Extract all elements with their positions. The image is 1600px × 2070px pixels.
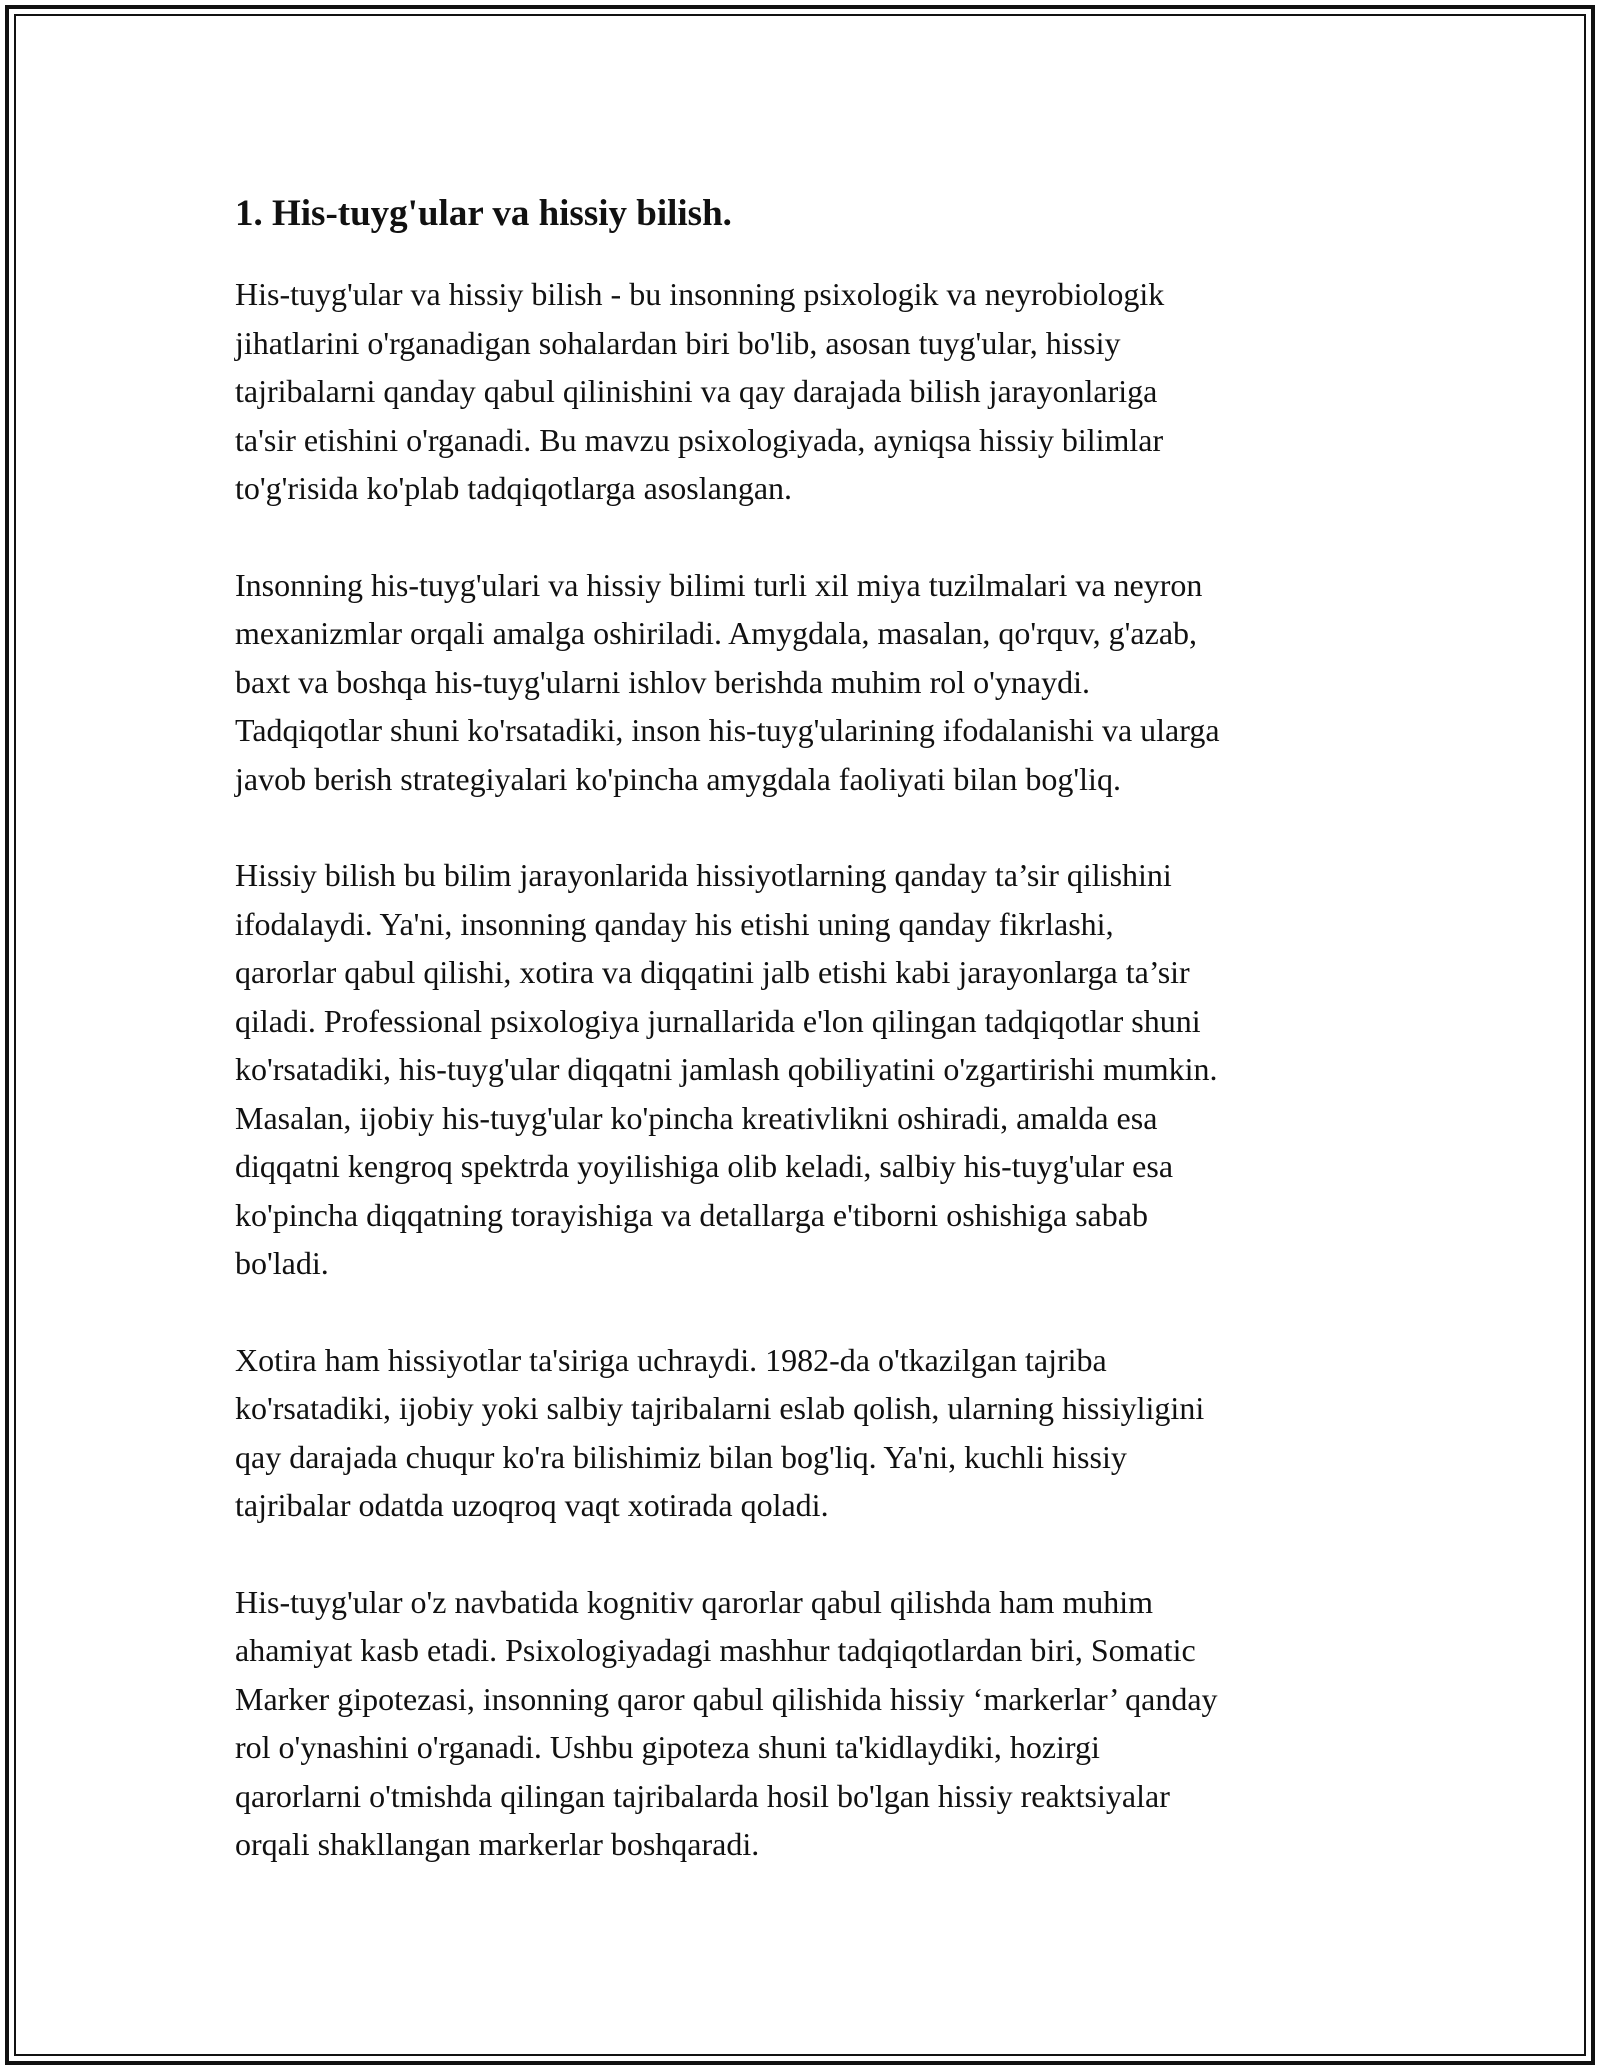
paragraph-4: Xotira ham hissiyotlar ta'siriga uchraydi. 1982-da o'tkazilgan tajriba ko'rsatadiki, ijobiy yoki salbiy tajribalarni eslab qolish, ularning hissiyligini qay darajada chuqur ko'ra bilishimiz bilan bog'liq. Ya'ni, kuchli hissiy tajribalar odatda uzoqroq vaqt xotirada qoladi.: [235, 1341, 1205, 1523]
paragraph-1: His-tuyg'ular va hissiy bilish - bu insonning psixologik va neyrobiologik jihatlarini o'rganadigan sohalardan biri bo'lib, asosan tuyg'ular, hissiy tajribalarni qanday qabul qilinishini va qay darajada bilish jarayonlariga ta'sir etishini o'rganadi. Bu mavzu psixologiyada, ayniqsa hissiy bilimlar to'g'risida ko'plab tadqiqotlarga asoslangan.: [235, 276, 1165, 506]
paragraph-5: His-tuyg'ular o'z navbatida kognitiv qarorlar qabul qilishda ham muhim ahamiyat kasb etadi. Psixologiyadagi mashhur tadqiqotlardan biri, Somatic Marker gipotezasi, insonning qaror qabul qilishida hissiy ‘markerlar’ qanday rol o'ynashini o'rganadi. Ushbu gipoteza shuni ta'kidlaydiki, hozirgi qarorlarni o'tmishda qilingan tajribalarda hosil bo'lgan hissiy reaktsiyalar orqali shakllangan markerlar boshqaradi.: [235, 1583, 1218, 1862]
document-body: [235, 188, 1385, 1917]
paragraph-2: Insonning his-tuyg'ulari va hissiy bilimi turli xil miya tuzilmalari va neyron mexanizmlar orqali amalga oshiriladi. Amygdala, masalan, qo'rquv, g'azab, baxt va boshqa his-tuyg'ularni ishlov berishda muhim rol o'ynaydi. Tadqiqotlar shuni ko'rsatadiki, inson his-tuyg'ularining ifodalanishi va ularga javob berish strategiyalari ko'pincha amygdala faoliyati bilan bog'liq.: [235, 566, 1220, 797]
paragraph-3: Hissiy bilish bu bilim jarayonlarida hissiyotlarning qanday ta’sir qilishini ifodalaydi. Ya'ni, insonning qanday his etishi uning qanday fikrlashi, qarorlar qabul qilishi, xotira va diqqatini jalb etishi kabi jarayonlarga ta’sir qiladi. Professional psixologiya jurnallarida e'lon qilingan tadqiqotlar shuni ko'rsatadiki, his-tuyg'ular diqqatni jamlash qobiliyatini o'zgartirishi mumkin. Masalan, ijobiy his-tuyg'ular ko'pincha kreativlikni oshiradi, amalda esa diqqatni kengroq spektrda yoyilishiga olib keladi, salbiy his-tuyg'ular esa ko'pincha diqqatning torayishiga va detallarga e'tiborni oshishiga sabab bo'ladi.: [235, 857, 1218, 1281]
section-heading: 1. His-tuyg'ular va hissiy bilish.: [235, 193, 732, 234]
